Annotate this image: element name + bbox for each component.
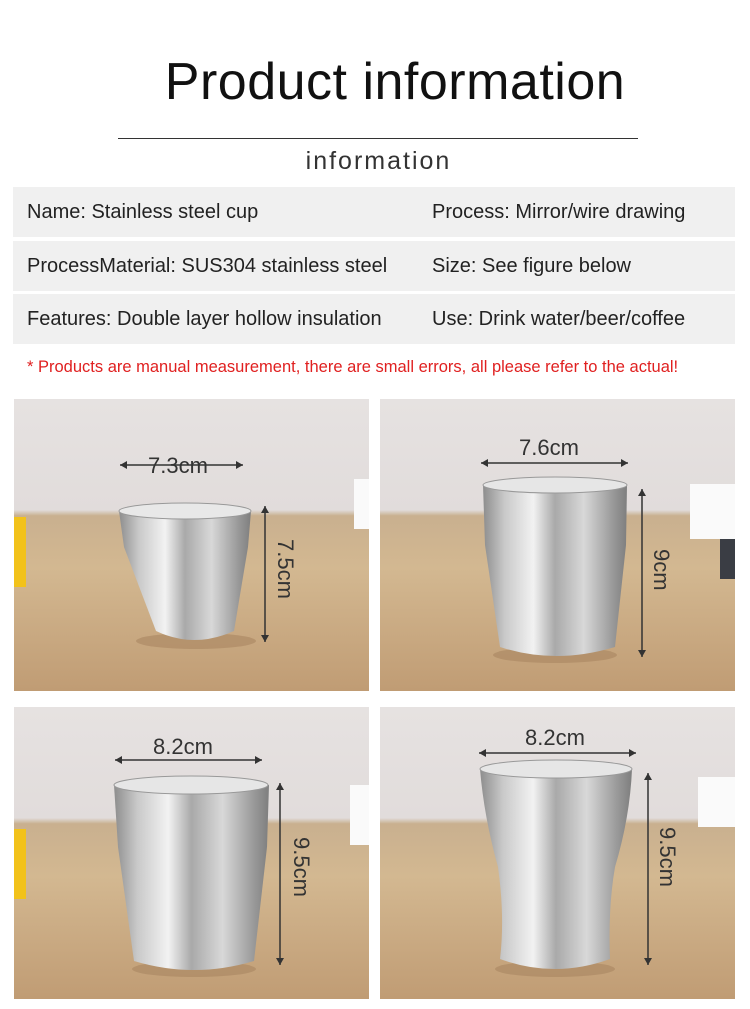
spec-material: ProcessMaterial: SUS304 stainless steel — [27, 255, 388, 277]
spec-row — [13, 241, 735, 291]
white-object — [350, 785, 369, 845]
height-label: 9.5cm — [289, 837, 314, 897]
spec-features: Features: Double layer hollow insulation — [27, 308, 382, 330]
cup-illustration — [14, 399, 369, 691]
page-subtitle: information — [305, 147, 452, 175]
product-photo-cup-2 — [380, 399, 735, 691]
height-label: 7.5cm — [273, 539, 298, 599]
cup-illustration — [380, 707, 735, 999]
measurement-note: * Products are manual measurement, there are small errors, all please refer to the actual! — [27, 358, 679, 376]
title-divider — [118, 138, 638, 139]
width-label: 7.6cm — [519, 435, 579, 460]
width-label: 8.2cm — [525, 725, 585, 750]
white-object — [690, 484, 735, 539]
page-title: Product information — [164, 53, 626, 111]
yellow-object — [14, 829, 26, 899]
spec-use: Use: Drink water/beer/coffee — [432, 308, 686, 330]
width-label: 8.2cm — [153, 734, 213, 759]
spec-name: Name: Stainless steel cup — [27, 201, 259, 223]
spec-row — [13, 187, 735, 237]
width-label: 7.3cm — [148, 453, 208, 478]
spec-size: Size: See figure below — [432, 255, 632, 277]
product-photo-cup-1 — [14, 399, 369, 691]
product-photo-cup-4 — [380, 707, 735, 999]
white-object — [698, 777, 735, 827]
spec-row — [13, 294, 735, 344]
yellow-object — [14, 517, 26, 587]
product-photo-cup-3 — [14, 707, 369, 999]
spec-process: Process: Mirror/wire drawing — [432, 201, 686, 223]
height-label: 9cm — [649, 549, 674, 591]
height-label: 9.5cm — [655, 827, 680, 887]
white-object — [354, 479, 369, 529]
